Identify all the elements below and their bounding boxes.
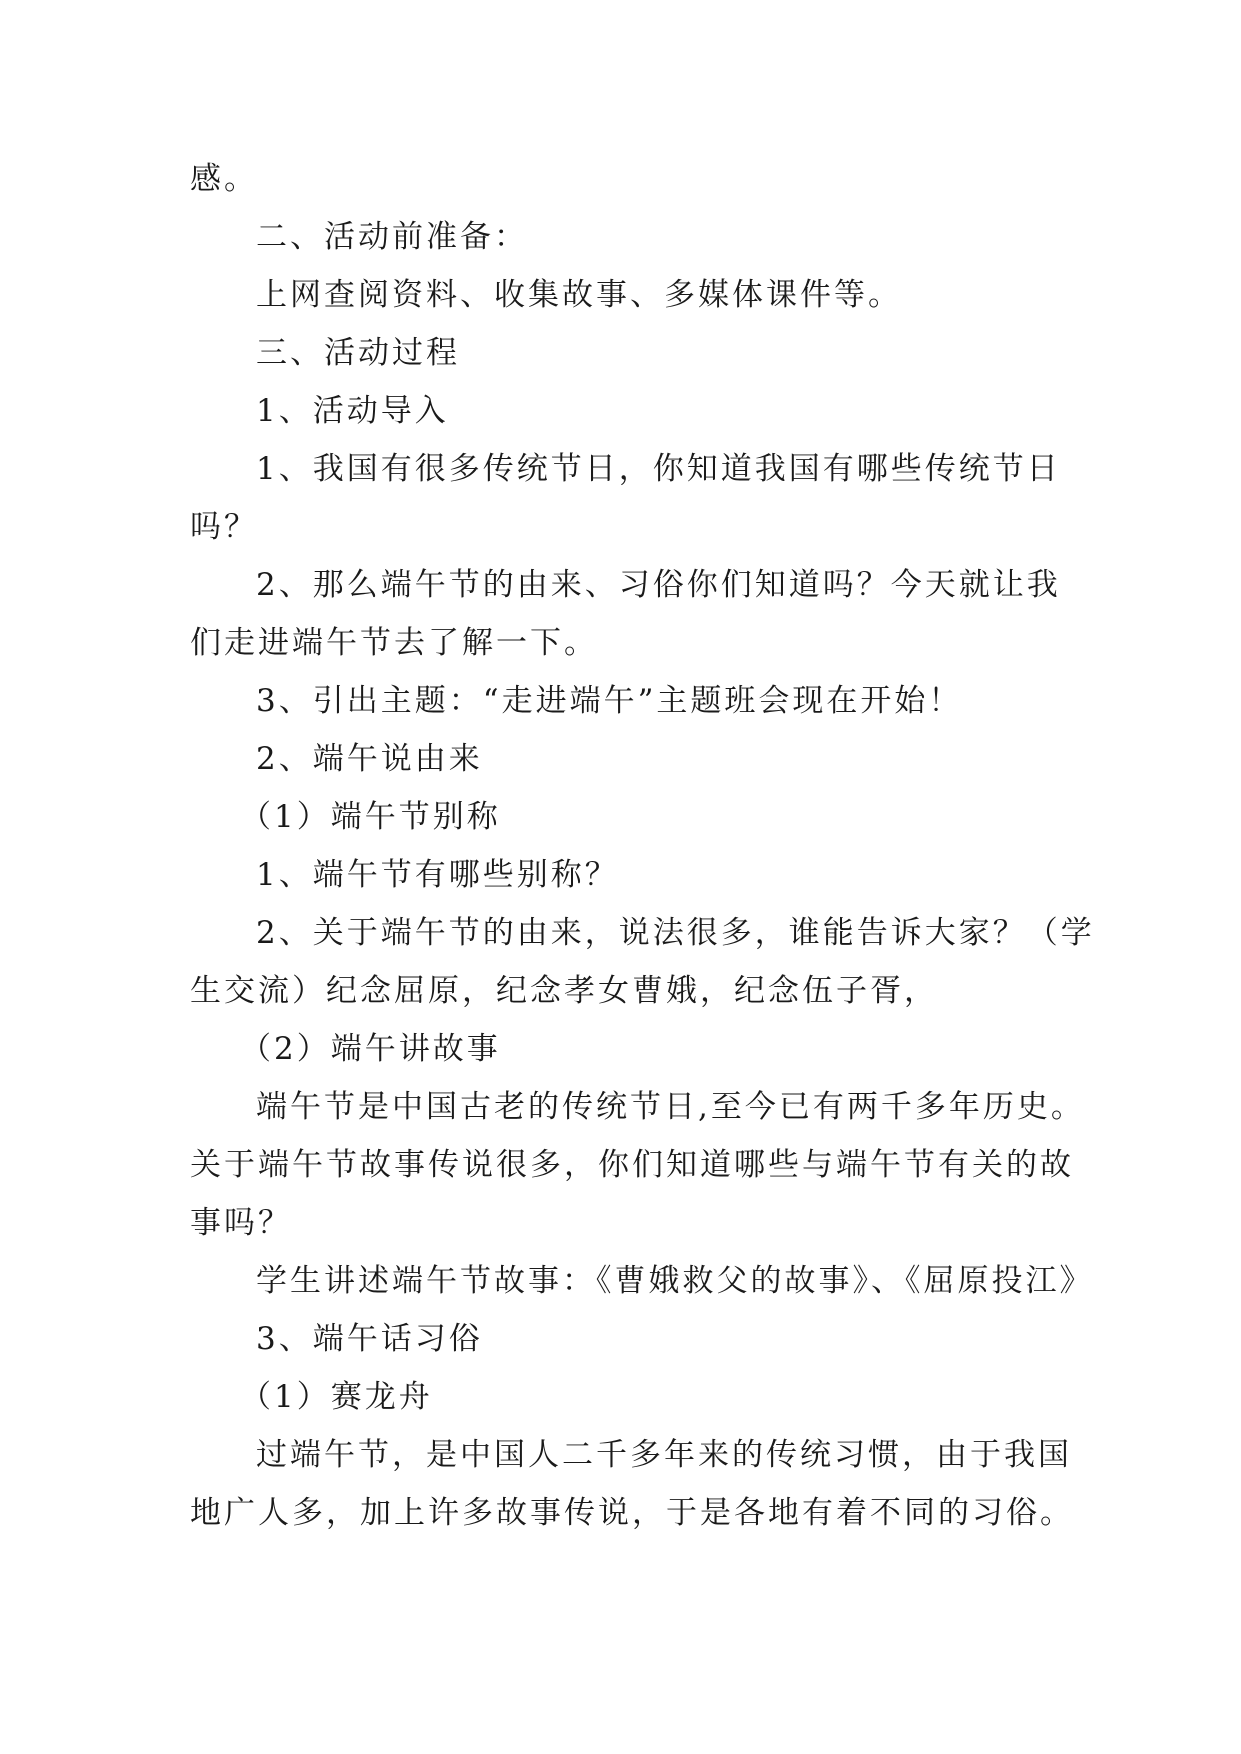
text-line: 吗？ (190, 509, 258, 545)
document-body (190, 150, 1095, 1542)
subsection-heading: （1）赛龙舟 (240, 1379, 433, 1415)
text-line: 事吗？ (190, 1205, 292, 1241)
text-line: 生交流）纪念屈原，纪念孝女曹娥，纪念伍子胥， (190, 973, 938, 1009)
text-line: 3、引出主题：“走进端午”主题班会现在开始！ (256, 683, 963, 719)
text-line: 1、端午节有哪些别称？ (256, 857, 619, 893)
section-heading: 三、活动过程 (256, 335, 460, 371)
text-line: 们走进端午节去了解一下。 (190, 625, 598, 661)
text-line: 2、关于端午节的由来，说法很多，谁能告诉大家？（学 (256, 915, 1095, 951)
subsection-heading: （1）端午节别称 (240, 799, 501, 835)
text-line: 关于端午节故事传说很多，你们知道哪些与端午节有关的故 (190, 1147, 1074, 1183)
subsection-heading: 2、端午说由来 (256, 741, 483, 777)
text-line: 过端午节，是中国人二千多年来的传统习惯，由于我国 (256, 1437, 1072, 1473)
text-line: 地广人多，加上许多故事传说，于是各地有着不同的习俗。 (190, 1495, 1074, 1531)
subsection-heading: （2）端午讲故事 (240, 1031, 501, 1067)
text-line: 上网查阅资料、收集故事、多媒体课件等。 (256, 277, 902, 313)
subsection-heading: 3、端午话习俗 (256, 1321, 483, 1357)
text-line: 感。 (190, 161, 258, 197)
text-line: 1、我国有很多传统节日，你知道我国有哪些传统节日 (256, 451, 1061, 487)
section-heading: 二、活动前准备： (256, 219, 528, 255)
subsection-heading: 1、活动导入 (256, 393, 449, 429)
text-line: 2、那么端午节的由来、习俗你们知道吗？今天就让我 (256, 567, 1061, 603)
text-line: 端午节是中国古老的传统节日,至今已有两千多年历史。 (256, 1089, 1085, 1125)
text-line: 学生讲述端午节故事：《曹娥救父的故事》、《屈原投江》 (256, 1263, 1094, 1299)
